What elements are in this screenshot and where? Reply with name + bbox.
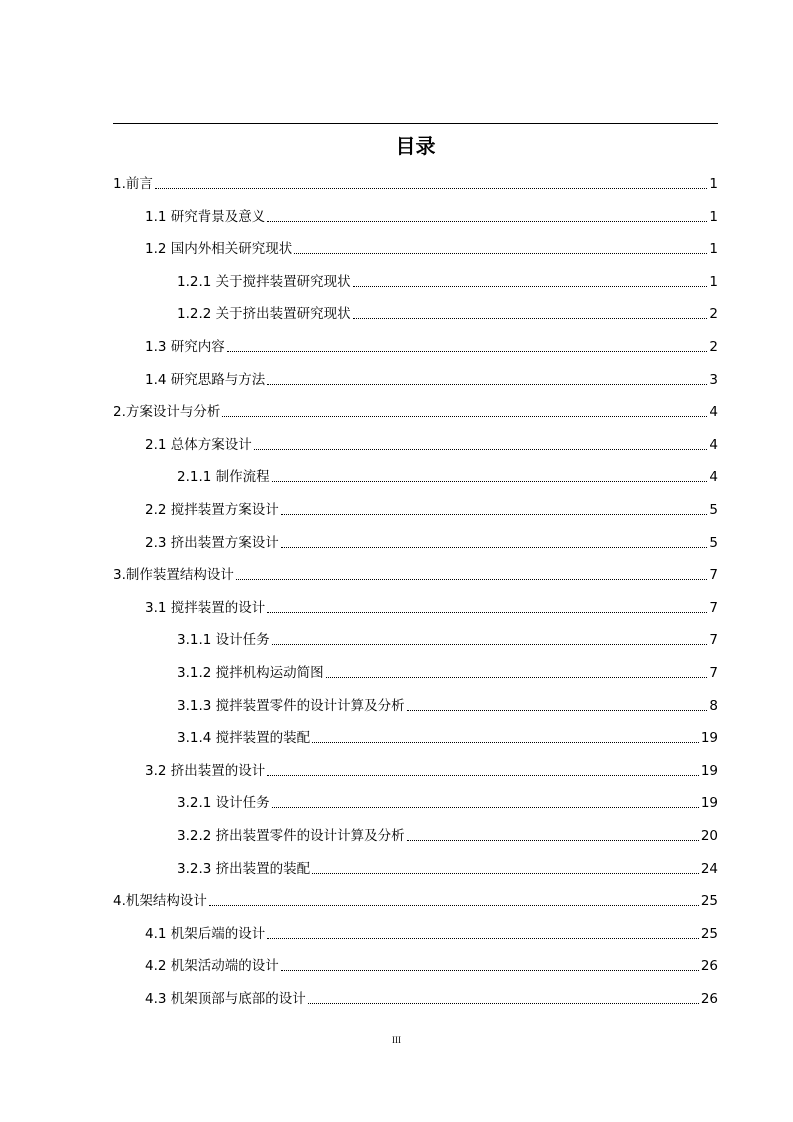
toc-entry[interactable] xyxy=(145,533,718,553)
toc-entry[interactable] xyxy=(177,859,718,879)
toc-entry[interactable] xyxy=(177,826,718,846)
toc-entry[interactable] xyxy=(113,174,718,194)
toc-entry[interactable] xyxy=(145,370,718,390)
dot-leader xyxy=(227,351,708,352)
dot-leader xyxy=(407,710,708,711)
toc-entry-text: 4.3 机架顶部与底部的设计 xyxy=(145,991,306,1007)
toc-entry[interactable] xyxy=(177,467,718,487)
toc-entry-page: 1 xyxy=(709,208,718,225)
toc-entry[interactable] xyxy=(145,337,718,357)
dot-leader xyxy=(353,286,708,287)
dot-leader xyxy=(294,253,707,254)
dot-leader xyxy=(155,188,708,189)
dot-leader xyxy=(272,644,708,645)
toc-entry[interactable] xyxy=(145,956,718,976)
dot-leader xyxy=(281,514,708,515)
dot-leader xyxy=(407,840,699,841)
footer-page-number: III xyxy=(392,1035,401,1045)
dot-leader xyxy=(222,416,707,417)
toc-entry[interactable] xyxy=(177,272,718,292)
toc-entry-text: 1.前言 xyxy=(113,176,153,192)
toc-entry-text: 3.1.1 设计任务 xyxy=(177,632,270,649)
toc-entry-text: 1.3 研究内容 xyxy=(145,339,225,355)
dot-leader xyxy=(267,938,699,939)
toc-title: 目录 xyxy=(395,134,436,158)
toc-entry[interactable] xyxy=(145,207,718,227)
toc-entry-page: 4 xyxy=(709,436,718,453)
dot-leader xyxy=(267,221,707,222)
toc-entry-text: 3.1.4 搅拌装置的装配 xyxy=(177,730,311,747)
toc-entry[interactable] xyxy=(145,435,718,455)
toc-entry-page: 7 xyxy=(709,632,718,649)
toc-entry[interactable] xyxy=(113,891,718,911)
toc-entry[interactable] xyxy=(145,500,718,520)
toc-entry-page: 26 xyxy=(700,958,718,975)
toc-entry-text: 3.2.3 挤出装置的装配 xyxy=(177,860,311,877)
toc-entry-text: 1.2 国内外相关研究现状 xyxy=(145,241,293,258)
toc-entry-text: 4.2 机架活动端的设计 xyxy=(145,958,279,975)
dot-leader xyxy=(353,318,708,319)
dot-leader xyxy=(272,481,708,482)
toc-entry-page: 19 xyxy=(700,762,718,779)
toc-entry[interactable] xyxy=(177,793,718,813)
toc-entry-page: 5 xyxy=(709,534,718,551)
toc-entry-text: 2.3 挤出装置方案设计 xyxy=(145,534,279,551)
toc-entry-page: 25 xyxy=(700,925,718,942)
toc-entry-page: 1 xyxy=(709,273,718,290)
toc-entry[interactable] xyxy=(145,239,718,259)
toc-entry-text: 1.2.2 关于挤出装置研究现状 xyxy=(177,306,351,323)
toc-entry[interactable] xyxy=(113,565,718,585)
toc-entry-page: 2 xyxy=(709,306,718,323)
toc-entry-page: 5 xyxy=(709,502,718,518)
toc-entry-page: 24 xyxy=(700,860,718,877)
dot-leader xyxy=(267,612,707,613)
toc-entry[interactable] xyxy=(177,304,718,324)
toc-entry-text: 3.2.1 设计任务 xyxy=(177,795,270,812)
toc-entry-text: 2.2 搅拌装置方案设计 xyxy=(145,502,279,518)
toc-entry[interactable] xyxy=(145,761,718,781)
toc-entry-text: 2.方案设计与分析 xyxy=(113,404,221,421)
toc-entry-text: 3.1.3 搅拌装置零件的设计计算及分析 xyxy=(177,697,405,714)
toc-entry-page: 4 xyxy=(709,404,718,421)
dot-leader xyxy=(312,873,699,874)
toc-entry-text: 4.1 机架后端的设计 xyxy=(145,925,266,942)
dot-leader xyxy=(236,579,708,580)
toc-entry-page: 19 xyxy=(700,795,718,812)
toc-entry-page: 26 xyxy=(700,991,718,1007)
toc-entry-text: 3.1.2 搅拌机构运动简图 xyxy=(177,665,324,681)
dot-leader xyxy=(254,449,708,450)
dot-leader xyxy=(281,547,708,548)
toc-entry-page: 3 xyxy=(709,371,718,388)
toc-entry-page: 7 xyxy=(709,567,718,584)
toc-entry-text: 1.2.1 关于搅拌装置研究现状 xyxy=(177,273,351,290)
dot-leader xyxy=(281,970,699,971)
toc-entry-text: 2.1.1 制作流程 xyxy=(177,469,270,486)
toc-entry-page: 25 xyxy=(700,893,718,910)
dot-leader xyxy=(209,905,699,906)
toc-entry[interactable] xyxy=(145,924,718,944)
dot-leader xyxy=(308,1003,699,1004)
toc-entry-page: 1 xyxy=(709,241,718,258)
toc-entry-text: 3.2.2 挤出装置零件的设计计算及分析 xyxy=(177,828,405,844)
toc-entry[interactable] xyxy=(177,696,718,716)
toc-entry-page: 7 xyxy=(709,665,718,681)
toc-entry[interactable] xyxy=(177,728,718,748)
toc-entry-text: 1.1 研究背景及意义 xyxy=(145,208,266,225)
toc-entry-page: 19 xyxy=(700,730,718,747)
toc-entry-page: 8 xyxy=(709,697,718,714)
toc-entry-page: 20 xyxy=(700,828,718,844)
toc-entry-page: 1 xyxy=(709,176,718,192)
dot-leader xyxy=(267,775,699,776)
toc-entry-text: 4.机架结构设计 xyxy=(113,893,207,910)
toc-entry[interactable] xyxy=(145,989,718,1009)
toc-entry[interactable] xyxy=(113,402,718,422)
dot-leader xyxy=(272,807,699,808)
toc-entry-text: 2.1 总体方案设计 xyxy=(145,436,252,453)
dot-leader xyxy=(312,742,699,743)
toc-entry-text: 3.2 挤出装置的设计 xyxy=(145,762,266,779)
dot-leader xyxy=(267,384,707,385)
toc-entry-text: 3.制作装置结构设计 xyxy=(113,567,234,584)
dot-leader xyxy=(326,677,708,678)
toc-entry[interactable] xyxy=(177,663,718,683)
toc-entry[interactable] xyxy=(177,630,718,650)
toc-entry-text: 1.4 研究思路与方法 xyxy=(145,371,266,388)
toc-entry-page: 2 xyxy=(709,339,718,355)
toc-entry[interactable] xyxy=(145,598,718,618)
toc-entry-page: 4 xyxy=(709,469,718,486)
toc-entry-text: 3.1 搅拌装置的设计 xyxy=(145,599,266,616)
toc-entry-page: 7 xyxy=(709,599,718,616)
